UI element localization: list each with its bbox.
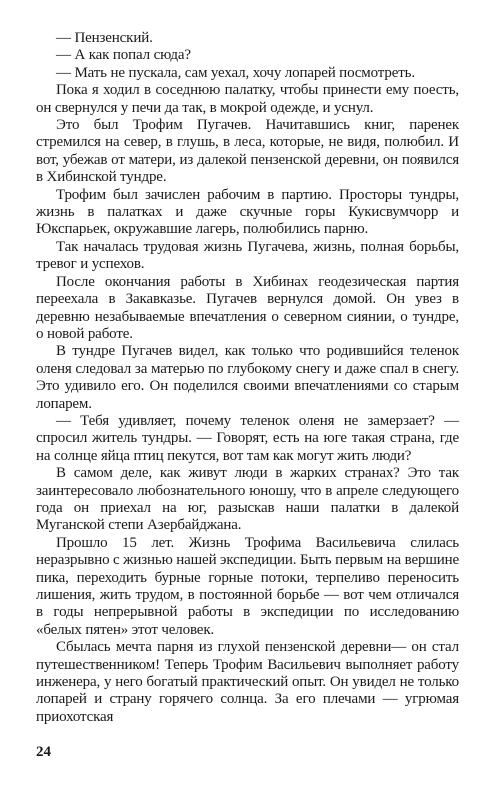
paragraph: — Пензенский. bbox=[56, 30, 153, 46]
paragraph: Пока я ходил в соседнюю палатку, чтобы принести ему поесть, он свернулся у печи да так, в мокрой одежде, и уснул. bbox=[36, 82, 459, 116]
paragraph: Прошло 15 лет. Жизнь Трофима Васильевича слилась неразрывно с жизнью нашей экспедиции. Быть первым на вершине пика, переходить бурные горные потоки, терпеливо переносить лишения, жить трудом, в постоянной борьбе — вот чем отличался в годы непрерывной работы в экспедиции по исследованию «белых пятен» этот человек. bbox=[36, 534, 459, 638]
paragraph: После окончания работы в Хибинах геодезическая партия переехала в Закавказье. Пугачев вернулся домой. Он увез в деревню незабываемые впечатления о северном сиянии, о тундре, о новой работе. bbox=[36, 273, 459, 342]
paragraph: — А как попал сюда? bbox=[56, 47, 191, 64]
paragraph: В самом деле, как живут люди в жарких странах? Это так заинтересовало любознательного юношу, что в апреле следующего года он приехал на юг, разыскав наши палатки в далекой Муганской степи Азербайджана. bbox=[36, 465, 459, 534]
paragraph: Так началась трудовая жизнь Пугачева, жизнь, полная борьбы, тревог и успехов. bbox=[36, 238, 459, 273]
paragraph: Сбылась мечта парня из глухой пензенской деревни— он стал путешественником! Теперь Трофим Васильевич выполняет работу инженера, у него богатый практический опыт. Он увидел не только лопарей и страну горячего солнца. За его плечами — угрюмая приохотская bbox=[36, 639, 459, 725]
paragraph: Трофим был зачислен рабочим в партию. Просторы тундры, жизнь в палатках и даже скучные горы Кукисвумчорр и Юкспарьек, окружавшие лагерь, полюбились парню. bbox=[36, 186, 459, 238]
page-text bbox=[36, 30, 459, 726]
paragraph: — Мать не пускала, сам уехал, хочу лопарей посмотреть. bbox=[56, 64, 415, 81]
paragraph: Это был Трофим Пугачев. Начитавшись книг, паренек стремился на север, в глушь, в леса, которые, не видя, полюбил. И вот, убежав от матери, из далекой пензенской деревни, он появился в Хибинской тундре. bbox=[36, 117, 459, 186]
paragraph: — Тебя удивляет, почему теленок оленя не замерзает? — спросил житель тундры. — Говорят, есть на юге такая страна, где на солнце яйца птиц пекутся, вот там как могут жить люди? bbox=[36, 412, 459, 464]
paragraph: В тундре Пугачев видел, как только что родившийся теленок оленя следовал за матерью по глубокому снегу и даже спал в снегу. Это удивило его. Он поделился своими впечатлениями со старым лопарем. bbox=[36, 343, 459, 412]
page-number: 24 bbox=[36, 744, 51, 760]
